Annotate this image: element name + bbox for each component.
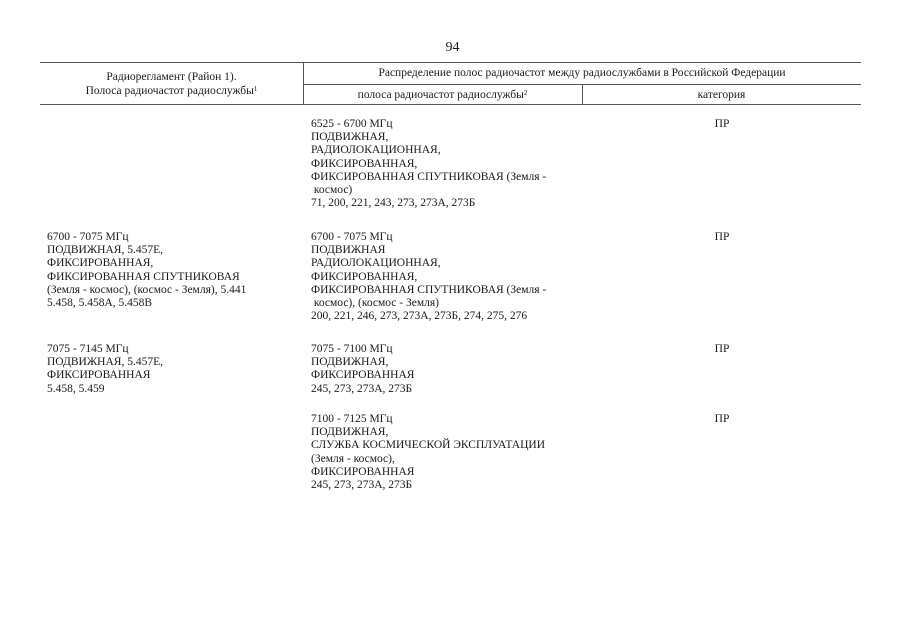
row-3-itu-band: [47, 343, 163, 396]
text-line: 7100 - 7125 МГц: [311, 413, 393, 425]
text-line: (Земля - космос), (космос - Земля), 5.441: [47, 283, 247, 296]
text-line: 7075 - 7145 МГц: [47, 343, 129, 355]
row-2-category: ПР: [714, 231, 730, 243]
footnote-mark: 2: [523, 89, 528, 97]
text-line: 245, 273, 273А, 273Б: [311, 382, 413, 395]
text-line: ФИКСИРОВАННАЯ,: [47, 257, 154, 270]
text-line: ПОДВИЖНАЯ,: [311, 426, 389, 439]
text-line: 245, 273, 273А, 273Б: [311, 479, 413, 492]
text-line: космос), (космос - Земля): [311, 297, 439, 310]
text-line: 6700 - 7075 МГц: [47, 231, 129, 243]
text-line: РАДИОЛОКАЦИОННАЯ,: [311, 257, 441, 270]
text-line: ПОДВИЖНАЯ, 5.457Е,: [47, 244, 163, 257]
text-line: ФИКСИРОВАННАЯ СПУТНИКОВАЯ (Земля -: [311, 283, 547, 296]
page-number: 94: [445, 40, 460, 55]
row-1-category: ПР: [714, 118, 730, 130]
row-2-rf-band: [311, 231, 546, 323]
text-line: космос): [311, 184, 353, 197]
text-line: СЛУЖБА КОСМИЧЕСКОЙ ЭКСПЛУАТАЦИИ: [311, 439, 545, 452]
footnote-mark: 1: [253, 85, 258, 93]
text-line: РАДИОЛОКАЦИОННАЯ,: [311, 144, 441, 157]
header-rf-allocation: Распределение полос радиочастот между радиослужбами в Российской Федерации: [378, 67, 786, 79]
text-line: 6525 - 6700 МГц: [311, 118, 393, 130]
row-3-rf-band: [311, 343, 414, 396]
text-line: ФИКСИРОВАННАЯ: [311, 465, 415, 478]
text-line: (Земля - космос),: [311, 452, 395, 465]
text-line: 71, 200, 221, 243, 273, 273А, 273Б: [311, 197, 476, 210]
row-2-itu-band: [47, 231, 246, 310]
text-line: ФИКСИРОВАННАЯ СПУТНИКОВАЯ (Земля -: [311, 170, 547, 183]
row-4-rf-band: [311, 413, 545, 492]
text-line: ПОДВИЖНАЯ,: [311, 131, 389, 144]
row-4-category: ПР: [714, 413, 730, 425]
table-top-rule: [40, 62, 861, 63]
header-itu-line2: Полоса радиочастот радиослужбы$^1$: [85, 85, 258, 97]
text-line: 200, 221, 246, 273, 273А, 273Б, 274, 275, 276: [311, 310, 528, 323]
text-line: 7075 - 7100 МГц: [311, 343, 393, 355]
row-3-category: ПР: [714, 343, 730, 355]
header-itu-band: [40, 70, 303, 98]
text-line: 5.458, 5.459: [47, 382, 105, 395]
text-line: ПОДВИЖНАЯ, 5.457Е,: [47, 356, 163, 369]
text-line: ПОДВИЖНАЯ,: [311, 356, 389, 369]
header-band-column: полоса радиочастот радиослужбы$^2$: [357, 89, 528, 101]
text-line: ФИКСИРОВАННАЯ СПУТНИКОВАЯ: [47, 270, 240, 283]
row-1-rf-band: [311, 118, 546, 210]
text-line: ФИКСИРОВАННАЯ: [47, 369, 151, 382]
header-bottom-rule: [40, 104, 861, 105]
text-line: ФИКСИРОВАННАЯ,: [311, 270, 418, 283]
text-line: ФИКСИРОВАННАЯ,: [311, 157, 418, 170]
text-line: 6700 - 7075 МГц: [311, 231, 393, 243]
header-category-column: категория: [697, 89, 746, 101]
text-line: ПОДВИЖНАЯ: [311, 244, 386, 257]
header-itu-line1: Радиорегламент (Район 1).: [106, 71, 237, 83]
text-line: 5.458, 5.458А, 5.458В: [47, 297, 153, 310]
text-line: ФИКСИРОВАННАЯ: [311, 369, 415, 382]
